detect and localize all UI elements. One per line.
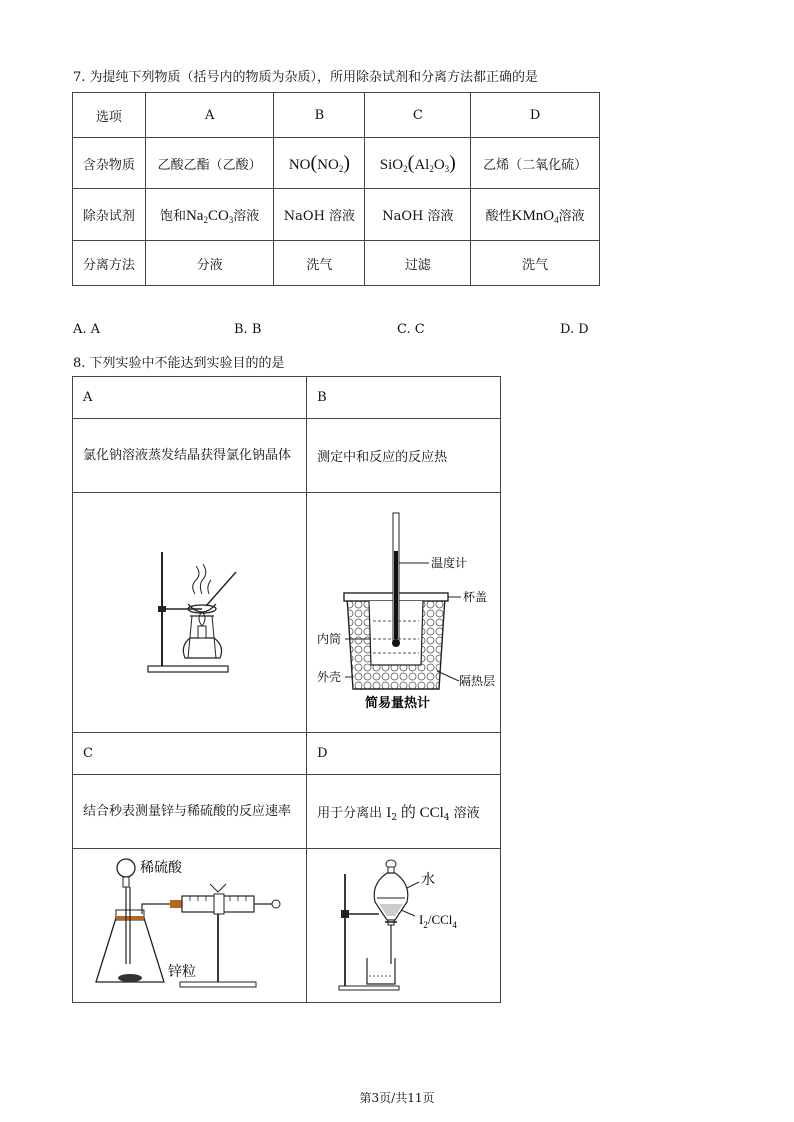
calorimeter-figure (309, 501, 499, 721)
water-label: 水 (420, 871, 435, 888)
option-d[interactable]: D. D (560, 322, 589, 337)
calorimeter-cell (307, 493, 501, 733)
thermometer-label: 温度计 (430, 555, 467, 570)
reaction-rate-apparatus-figure (90, 854, 290, 994)
page-footer: 第3页/共11页 (359, 1091, 435, 1105)
insulation-label: 隔热层 (458, 673, 495, 688)
cell-b-label: B (307, 377, 501, 419)
calorimeter-caption: 简易量热计 (364, 695, 430, 711)
cell-c-method: 过滤 (365, 241, 471, 286)
header-c: C (365, 93, 471, 138)
question-7-table (72, 92, 600, 286)
cell-c-label: C (73, 733, 307, 775)
question-8-text: 8. 下列实验中不能达到实验目的的是 (73, 356, 285, 371)
question-7-text: 7. 为提纯下列物质（括号内的物质为杂质），所用除杂试剂和分离方法都正确的是 (73, 70, 539, 85)
header-d: D (471, 93, 600, 138)
cell-b-reagent: NaOH 溶液 (274, 189, 365, 241)
option-b[interactable]: B. B (234, 322, 262, 337)
header-b: B (274, 93, 365, 138)
cell-d-reagent: 酸性KMnO$_4$溶液 (471, 189, 600, 241)
cell-a-label: A (73, 377, 307, 419)
zinc-granules-label: 锌粒 (167, 963, 196, 980)
cell-d-label: D (307, 733, 501, 775)
cell-b-method: 洗气 (274, 241, 365, 286)
cell-d-impure: 乙烯（二氧化硫） (471, 138, 600, 189)
cell-a-reagent: 饱和$Na_2CO_3$溶液 (145, 189, 274, 241)
header-option: 选项 (73, 93, 146, 138)
question-8-table (72, 376, 501, 1003)
separatory-funnel-cell (307, 849, 501, 1003)
row-label-reagent: 除杂试剂 (73, 189, 146, 241)
cell-d-method: 洗气 (471, 241, 600, 286)
cell-a-impure: 乙酸乙酯（乙酸） (145, 138, 274, 189)
cell-c-desc: 结合秒表测量锌与稀硫酸的反应速率 (73, 775, 307, 849)
evaporation-apparatus-cell (73, 493, 307, 733)
inner-cylinder-label: 内筒 (316, 631, 341, 646)
cell-a-method: 分液 (145, 241, 274, 286)
lid-label: 杯盖 (462, 589, 487, 604)
cell-b-desc: 测定中和反应的反应热 (307, 419, 501, 493)
cell-c-impure: $SiO_2(Al_2O_3)$ (365, 138, 471, 189)
row-label-method: 分离方法 (73, 241, 146, 286)
option-a[interactable]: A. A (73, 322, 101, 337)
separatory-funnel-figure (329, 854, 479, 994)
cell-a-desc: 氯化钠溶液蒸发结晶获得氯化钠晶体 (73, 419, 307, 493)
reaction-rate-apparatus-cell (73, 849, 307, 1003)
dilute-acid-label: 稀硫酸 (139, 859, 182, 876)
cell-d-desc: 用于分离出 $I_2$ 的 CCl$_4$ 溶液 (307, 775, 501, 849)
evaporation-apparatus-figure (140, 546, 240, 676)
header-a: A (145, 93, 274, 138)
cell-b-impure: $NO(NO_2)$ (274, 138, 365, 189)
option-c[interactable]: C. C (397, 322, 425, 337)
cell-c-reagent: NaOH 溶液 (365, 189, 471, 241)
iodine-ccl4-label: $I_2/CCl_4$ (418, 911, 457, 930)
shell-label: 外壳 (316, 669, 341, 684)
row-label-impure: 含杂物质 (73, 138, 146, 189)
